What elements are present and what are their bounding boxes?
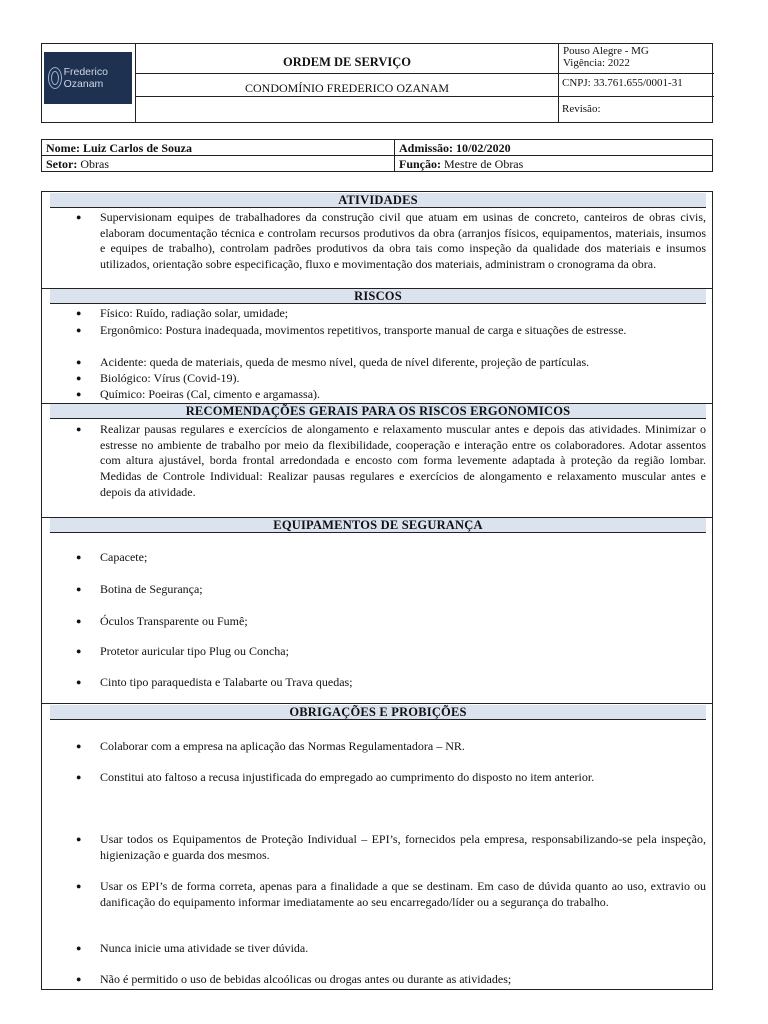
bullet-icon: ● [76,881,82,891]
sector-label: Setor: [46,156,78,171]
list-item: Capacete; [100,550,148,564]
cnpj-text: CNPJ: 33.761.655/0001-31 [562,77,683,89]
name-label: Nome: [46,140,80,155]
document-title: ORDEM DE SERVIÇO [282,55,412,69]
list-item: Botina de Segurança; [100,582,203,596]
name-cell [42,140,395,156]
function-label: Função: [399,156,441,171]
section-divider [42,703,712,704]
bullet-icon: ● [76,424,82,434]
section-header-activities: ATIVIDADES [50,193,706,208]
list-item: Nunca inicie uma atividade se tiver dúvida. [100,941,309,955]
bullet-icon: ● [76,646,82,656]
bullet-icon: ● [76,834,82,844]
list-item: Químico: Poeiras (Cal, cimento e argamassa). [100,387,321,401]
company-logo [44,52,132,104]
document-subtitle: CONDOMÍNIO FREDERICO OZANAM [245,81,449,95]
section-header-equipment: EQUIPAMENTOS DE SEGURANÇA [50,518,706,533]
function-cell [395,156,713,172]
document-header [41,43,713,123]
list-item: Constitui ato faltoso a recusa injustificada do empregado ao cumprimento do disposto no item anterior. [100,770,595,784]
bullet-icon: ● [76,772,82,782]
bullet-icon: ● [76,974,82,984]
list-item: Colaborar com a empresa na aplicação das Normas Regulamentadora – NR. [100,739,465,753]
section-header-obligations: OBRIGAÇÕES E PROBIÇÕES [50,705,706,720]
logo-cell [42,44,136,122]
list-item: Acidente: queda de materiais, queda de mesmo nível, queda de nível diferente, projeção de partículas. [100,355,590,369]
bullet-icon: ● [76,212,82,222]
bullet-icon: ● [76,373,82,383]
bullet-icon: ● [76,325,82,335]
bullet-icon: ● [76,677,82,687]
validity-text: Vigência: 2022 [563,57,630,69]
main-content [41,191,713,990]
bullet-icon: ● [76,389,82,399]
list-item: Usar todos os Equipamentos de Proteção Individual – EPI’s, fornecidos pela empresa, responsabilizando-se pela inspeção, higienização e guarda dos mesmos. [100,832,706,862]
list-item: Cinto tipo paraquedista e Talabarte ou Trava quedas; [100,675,353,689]
sector-cell [42,156,395,172]
bullet-icon: ● [76,308,82,318]
list-item: Físico: Ruído, radiação solar, umidade; [100,306,289,320]
bullet-icon: ● [76,584,82,594]
list-item: Ergonômico: Postura inadequada, movimentos repetitivos, transporte manual de carga e situações de estresse. [100,323,627,337]
employee-name: Luiz Carlos de Souza [82,140,192,155]
bullet-icon: ● [76,741,82,751]
list-item: Realizar pausas regulares e exercícios de alongamento e relaxamento muscular antes e depois das atividades. Minimizar o estresse no ambiente de trabalho por meio da flexibilidade, cooperação e interação entre os colaboradores. Adotar assentos com altura ajustável, borda frontal arredondada e encosto com forma levemente adaptada à proteção da região lombar. Medidas de Controle Individual: Realizar pausas regulares e exercícios de alongamento e relaxamento muscular antes e depois da atividade. [100,422,706,499]
revision-text: Revisão: [562,103,601,115]
divider [136,73,558,74]
logo-mark-icon [48,65,61,91]
bullet-icon: ● [76,943,82,953]
bullet-icon: ● [76,552,82,562]
admission-date: Admissão: 10/02/2020 [399,140,511,155]
section-header-recommendations: RECOMENDAÇÕES GERAIS PARA OS RISCOS ERGONOMICOS [50,404,706,419]
admission-cell [395,140,713,156]
list-item: Óculos Transparente ou Fumê; [100,614,248,628]
bullet-icon: ● [76,357,82,367]
location-text: Pouso Alegre - MG [563,45,649,57]
section-header-risks: RISCOS [50,289,706,304]
table-row [42,156,713,172]
list-item: Não é permitido o uso de bebidas alcoólicas ou drogas antes ou durante as atividades; [100,972,512,986]
employee-info-table [41,139,713,172]
logo-text: Frederico Ozanam [63,66,108,90]
bullet-icon: ● [76,616,82,626]
list-item: Usar os EPI’s de forma correta, apenas para a finalidade a que se destinam. Em caso de dúvida quanto ao uso, extravio ou danificação do equipamento informar imediatamente ao seu encarregado/líder ou a segurança do trabalho. [100,879,706,909]
sector-value: Obras [80,156,109,171]
list-item: Protetor auricular tipo Plug ou Concha; [100,644,289,658]
list-item: Supervisionam equipes de trabalhadores da construção civil que atuam em usinas de concreto, canteiros de obras civis, elaboram documentação técnica e controlam recursos produtivos da obra (arranjos físicos, equipamentos, materiais, insumos e equipes de trabalho), controlam padrões produtivos da obra tais como inspeção da qualidade dos materiais e insumos utilizados, orientação sobre especificação, fluxo e movimentação dos materiais, administram o cronograma da obra. [100,210,706,272]
function-value: Mestre de Obras [444,156,524,171]
list-item: Biológico: Vírus (Covid-19). [100,371,240,385]
table-row [42,140,713,156]
location-cell [558,44,714,73]
